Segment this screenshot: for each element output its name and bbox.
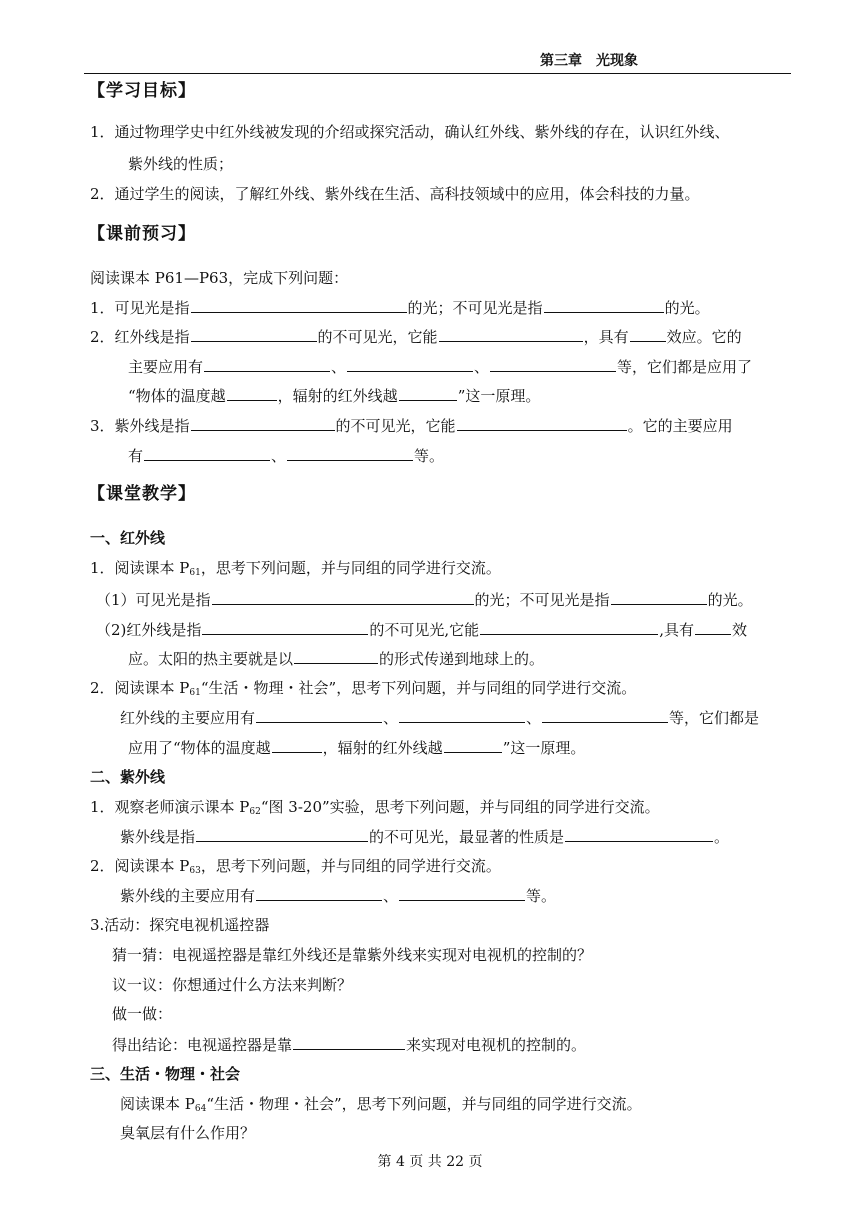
blank[interactable] xyxy=(196,826,368,842)
blank[interactable] xyxy=(565,826,713,842)
activity-conclusion: 得出结论：电视遥控器是靠 来实现对电视机的控制的。 xyxy=(112,1036,587,1054)
header-rule xyxy=(84,73,791,74)
infrared-title: 一、红外线 xyxy=(90,529,166,547)
blank[interactable] xyxy=(480,619,658,635)
infrared-q2: 2．阅读课本 $P_{61}“$生活・物理・社会”，思考下列问题，并与同组的同学进行交流。 xyxy=(90,679,637,698)
blank[interactable] xyxy=(191,297,407,313)
preview-q2: 2．红外线是指 的不可见光，它能 ，具有 效应。它的 xyxy=(90,328,742,346)
infrared-q1: 1．阅读课本 $P_{61}$，思考下列问题，并与同组的同学进行交流。 xyxy=(90,559,501,578)
uv-apps: 紫外线的主要应用有 、 等。 xyxy=(120,887,557,905)
life-q2: 臭氧层有什么作用？ xyxy=(120,1124,256,1142)
infrared-principle: 应用了“物体的温度越 ，辐射的红外线越 ”这一原理。 xyxy=(128,739,586,757)
life-q1: 阅读课本 $P_{64}“$生活・物理・社会”，思考下列问题，并与同组的同学进行交流。 xyxy=(120,1095,642,1114)
section-preview-title: 【课前预习】 xyxy=(88,224,196,244)
blank[interactable] xyxy=(399,885,525,901)
page-footer: 第 4 页 共 22 页 xyxy=(377,1154,483,1170)
goal-1: 1．通过物理学史中红外线被发现的介绍或探究活动，确认红外线、紫外线的存在，认识红外线、 xyxy=(90,123,730,141)
blank[interactable] xyxy=(256,885,382,901)
blank[interactable] xyxy=(204,356,330,372)
uv-activity: 3.活动：探究电视机遥控器 xyxy=(90,916,270,934)
preview-q2-apps: 主要应用有 、 、 等，它们都是应用了 xyxy=(128,358,753,376)
infrared-p2: （2)红外线是指 的不可见光,它能 ,具有 效 xyxy=(96,621,747,639)
blank[interactable] xyxy=(347,356,473,372)
blank[interactable] xyxy=(294,648,378,664)
blank[interactable] xyxy=(630,326,666,342)
blank[interactable] xyxy=(695,619,731,635)
infrared-p2-cont: 应。太阳的热主要就是以 的形式传递到地球上的。 xyxy=(128,650,545,668)
blank[interactable] xyxy=(287,445,413,461)
chapter-header: 第三章 光现象 xyxy=(540,53,638,69)
preview-q3: 3．紫外线是指 的不可见光，它能 。它的主要应用 xyxy=(90,417,733,435)
blank[interactable] xyxy=(444,737,502,753)
blank[interactable] xyxy=(611,589,707,605)
section-goals-title: 【学习目标】 xyxy=(88,81,196,101)
blank[interactable] xyxy=(144,445,270,461)
blank[interactable] xyxy=(439,326,583,342)
blank[interactable] xyxy=(191,415,335,431)
blank[interactable] xyxy=(490,356,616,372)
preview-q1: 1．可见光是指 的光；不可见光是指 的光。 xyxy=(90,299,710,317)
blank[interactable] xyxy=(399,385,457,401)
life-title: 三、生活・物理・社会 xyxy=(90,1065,241,1083)
infrared-p1: （1）可见光是指 的光；不可见光是指 的光。 xyxy=(96,591,753,609)
blank[interactable] xyxy=(542,707,668,723)
blank[interactable] xyxy=(272,737,322,753)
blank[interactable] xyxy=(293,1034,405,1050)
blank[interactable] xyxy=(227,385,277,401)
goal-2: 2．通过学生的阅读，了解红外线、紫外线在生活、高科技领域中的应用，体会科技的力量。 xyxy=(90,185,700,203)
uv-q1: 1．观察老师演示课本 $P_{62}“$图 3-20”实验，思考下列问题，并与同组的同学进行交流。 xyxy=(90,798,660,817)
infrared-apps: 红外线的主要应用有 、 、 等，它们都是 xyxy=(120,709,760,727)
blank[interactable] xyxy=(212,589,474,605)
preview-q2-principle: “物体的温度越 ，辐射的红外线越 ”这一原理。 xyxy=(128,387,541,405)
blank[interactable] xyxy=(457,415,627,431)
blank[interactable] xyxy=(544,297,664,313)
activity-discuss: 议一议：你想通过什么方法来判断？ xyxy=(112,976,353,994)
uv-q2: 2．阅读课本 $P_{63}$，思考下列问题，并与同组的同学进行交流。 xyxy=(90,857,501,876)
blank[interactable] xyxy=(191,326,317,342)
blank[interactable] xyxy=(202,619,368,635)
blank[interactable] xyxy=(256,707,382,723)
section-classroom-title: 【课堂教学】 xyxy=(88,484,196,504)
uv-title: 二、紫外线 xyxy=(90,768,166,786)
blank[interactable] xyxy=(399,707,525,723)
activity-guess: 猜一猜：电视遥控器是靠红外线还是靠紫外线来实现对电视机的控制的？ xyxy=(112,946,593,964)
activity-do: 做一做： xyxy=(112,1005,173,1023)
goal-1-cont: 紫外线的性质； xyxy=(128,155,234,173)
preview-q3-apps: 有 、 等。 xyxy=(128,447,445,465)
uv-q1-answer: 紫外线是指 的不可见光，最显著的性质是 。 xyxy=(120,828,730,846)
preview-intro: 阅读课本 P61—P63，完成下列问题： xyxy=(90,269,349,287)
